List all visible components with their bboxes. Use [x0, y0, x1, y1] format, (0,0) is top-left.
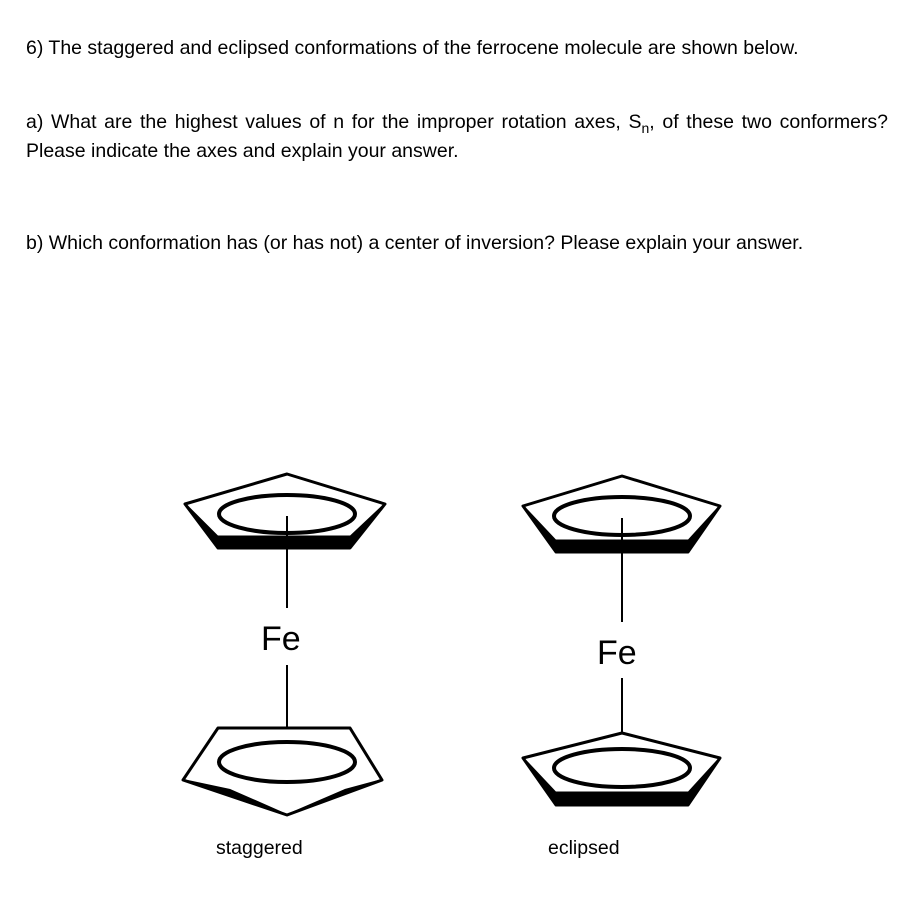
staggered-bottom-cp-ring	[183, 728, 382, 815]
staggered-caption: staggered	[216, 837, 303, 859]
eclipsed-fe-label: Fe	[597, 634, 637, 672]
eclipsed-caption: eclipsed	[548, 837, 620, 859]
eclipsed-bottom-cp-ring	[523, 733, 720, 805]
part-a-subscript: n	[641, 119, 650, 136]
part-a-text-start: a) What are the highest values of n for the improper rotation axes, S	[26, 111, 642, 133]
part-a-text-end: , of these two conformers? Please indicate the axes and explain your answer.	[26, 111, 889, 162]
question-title: 6) The staggered and eclipsed conformations of the ferrocene molecule are shown below.	[26, 37, 799, 59]
staggered-fe-label: Fe	[261, 620, 301, 658]
question-part-b: b) Which conformation has (or has not) a center of inversion? Please explain your answer.	[26, 232, 804, 254]
staggered-top-cp-ring	[185, 474, 385, 548]
